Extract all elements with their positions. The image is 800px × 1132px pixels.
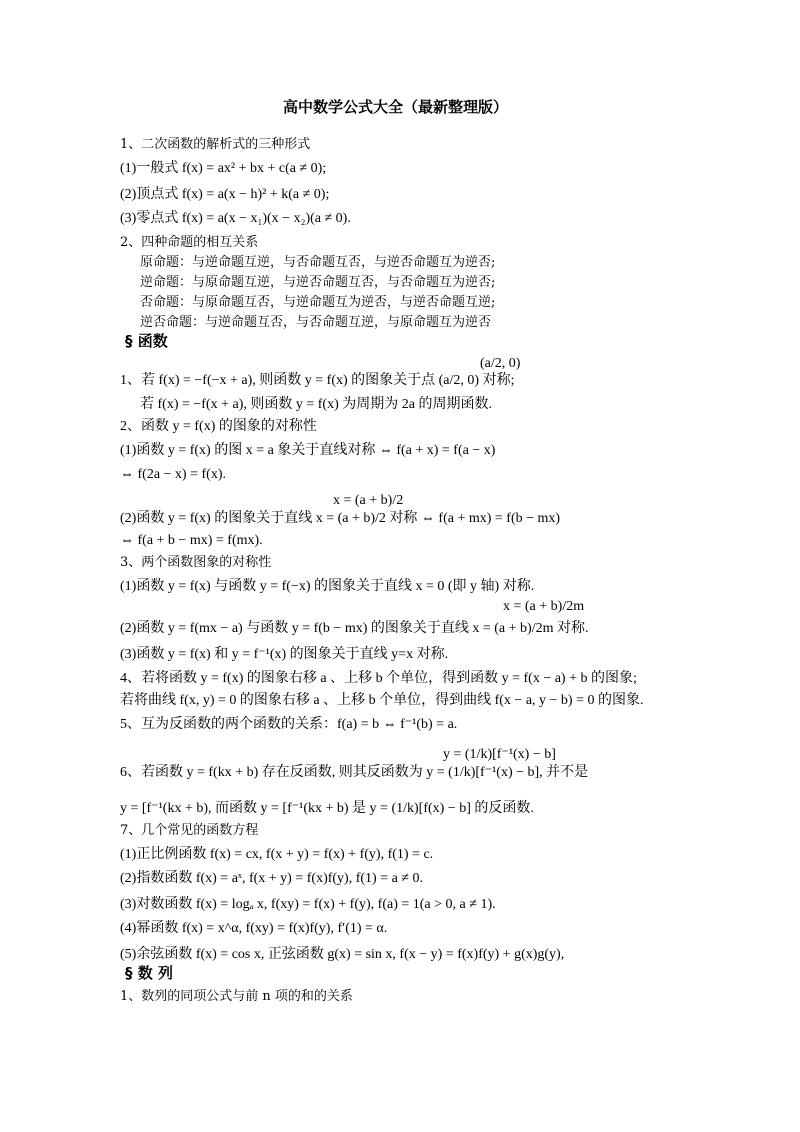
text-line: (1)函数 y = f(x) 的图 x = a 象关于直线对称 ⇔ f(a + x) = f(a − x) [120, 443, 496, 458]
text-line: 原命题：与逆命题互逆，与否命题互否，与逆否命题互为逆否; [140, 255, 496, 270]
section-heading: § 函数 [125, 332, 168, 350]
text-line: (1)正比例函数 f(x) = cx, f(x + y) = f(x) + f(y), f(1) = c. [120, 847, 434, 862]
text-line: (2)顶点式 f(x) = a(x − h)² + k(a ≠ 0); [120, 187, 330, 202]
text-line: 3、两个函数图象的对称性 [120, 555, 272, 570]
text-line: 1、若 f(x) = −f(−x + a), 则函数 y = f(x) 的图象关于点 (a/2, 0) 对称; [120, 373, 515, 388]
text-line: (a/2, 0) [480, 356, 521, 371]
text-line: 若 f(x) = −f(x + a), 则函数 y = f(x) 为周期为 2a 的周期函数. [140, 397, 492, 412]
text-line: 否命题：与原命题互否，与逆命题互为逆否，与逆否命题互逆; [140, 295, 496, 310]
text-line: (2)函数 y = f(x) 的图象关于直线 x = (a + b)/2 对称 ⇔ f(a + mx) = f(b − mx) [120, 511, 561, 526]
text-line: 6、若函数 y = f(kx + b) 存在反函数, 则其反函数为 y = (1/k)[f⁻¹(x) − b], 并不是 [120, 765, 589, 780]
text-line: 4、若将函数 y = f(x) 的图象右移 a 、上移 b 个单位，得到函数 y = f(x − a) + b 的图象; [120, 671, 637, 686]
text-line: 2、函数 y = f(x) 的图象的对称性 [120, 419, 317, 434]
text-line: 1、数列的同项公式与前 n 项的和的关系 [120, 989, 353, 1004]
text-line: y = (1/k)[f⁻¹(x) − b] [443, 747, 556, 762]
text-line: (5)余弦函数 f(x) = cos x, 正弦函数 g(x) = sin x, f(x − y) = f(x)f(y) + g(x)g(y), [120, 947, 565, 962]
text-line: (2)函数 y = f(mx − a) 与函数 y = f(b − mx) 的图象关于直线 x = (a + b)/2m 对称. [120, 621, 589, 636]
text-line: (2)指数函数 f(x) = aˣ, f(x + y) = f(x)f(y), f(1) = a ≠ 0. [120, 871, 423, 886]
text-line: 2、四种命题的相互关系 [120, 235, 259, 250]
text-line: (3)函数 y = f(x) 和 y = f⁻¹(x) 的图象关于直线 y=x 对称. [120, 647, 449, 662]
text-line: (1)函数 y = f(x) 与函数 y = f(−x) 的图象关于直线 x = 0 (即 y 轴) 对称. [120, 579, 535, 594]
text-line: ⇔ f(2a − x) = f(x). [120, 467, 226, 482]
text-line: 逆命题：与原命题互逆，与逆否命题互否，与否命题互为逆否; [140, 275, 496, 290]
text-line: x = (a + b)/2m [503, 599, 585, 614]
text-line: (4)幂函数 f(x) = x^α, f(xy) = f(x)f(y), f′(1) = α. [120, 921, 388, 936]
text-line: y = [f⁻¹(kx + b), 而函数 y = [f⁻¹(kx + b) 是 y = (1/k)[f(x) − b] 的反函数. [120, 801, 534, 816]
text-line: 逆否命题：与逆命题互否，与否命题互逆，与原命题互为逆否 [140, 315, 492, 330]
text-line: x = (a + b)/2 [333, 493, 404, 508]
text-line: (1)一般式 f(x) = ax² + bx + c(a ≠ 0); [120, 161, 327, 176]
text-line: (3)零点式 f(x) = a(x − x₁)(x − x₂)(a ≠ 0). [120, 211, 351, 226]
text-line: 若将曲线 f(x, y) = 0 的图象右移 a 、上移 b 个单位，得到曲线 f(x − a, y − b) = 0 的图象. [120, 693, 644, 708]
text-line: ⇔ f(a + b − mx) = f(mx). [120, 533, 263, 548]
page-title: 高中数学公式大全（最新整理版） [283, 98, 509, 116]
text-line: 5、互为反函数的两个函数的关系：f(a) = b ⇔ f⁻¹(b) = a. [120, 717, 458, 732]
text-line: (3)对数函数 f(x) = logₐ x, f(xy) = f(x) + f(y), f(a) = 1(a > 0, a ≠ 1). [120, 897, 496, 912]
text-line: 7、几个常见的函数方程 [120, 823, 259, 838]
section-heading: § 数 列 [125, 964, 173, 982]
text-line: 1、二次函数的解析式的三种形式 [120, 137, 311, 152]
